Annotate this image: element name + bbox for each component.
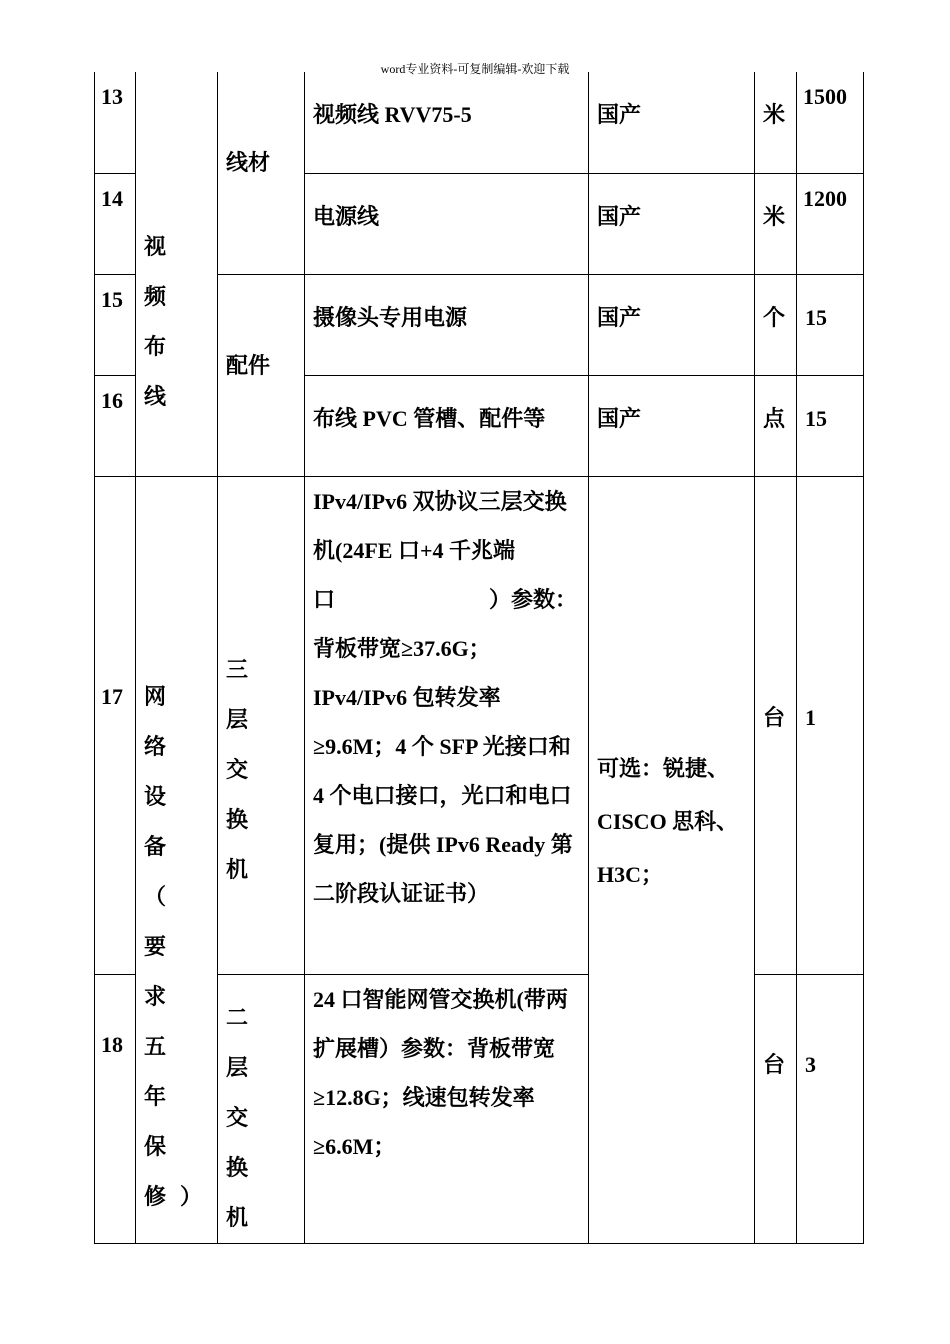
- table-row: [95, 476, 864, 974]
- item-name: 视频线 RVV75-5: [305, 72, 589, 173]
- brand-options: 可选：锐捷、CISCO 思科、H3C；: [589, 476, 755, 1243]
- unit: 台: [755, 974, 797, 1243]
- unit: 个: [755, 274, 797, 375]
- quantity: 1: [797, 476, 864, 974]
- unit: 台: [755, 476, 797, 974]
- unit: 点: [755, 375, 797, 476]
- page-header: word专业资料-可复制编辑-欢迎下载: [380, 62, 570, 76]
- group-label: 网 络 设 备 （ 要 求 五 年 保 修）: [144, 683, 217, 1209]
- row-number: 16: [95, 375, 136, 476]
- subgroup-wire: 线材: [218, 72, 305, 274]
- quantity: 15: [797, 375, 864, 476]
- brand: 国产: [589, 375, 755, 476]
- item-name: 布线 PVC 管槽、配件等: [305, 375, 589, 476]
- subgroup-label: 三 层 交 换 机: [226, 656, 263, 882]
- row-number: 13: [95, 72, 136, 173]
- quantity: 1500: [797, 72, 864, 173]
- subgroup-label: 二 层 交 换 机: [226, 1004, 263, 1230]
- quantity: 3: [797, 974, 864, 1243]
- unit: 米: [755, 173, 797, 274]
- quantity: 15: [797, 274, 864, 375]
- group-label: 视 频 布线: [144, 234, 181, 409]
- item-description: 24 口智能网管交换机(带两扩展槽）参数：背板带宽≥12.8G；线速包转发率≥6.6M；: [305, 974, 589, 1243]
- subgroup-accessory: 配件: [218, 274, 305, 476]
- subgroup-l2-switch: [218, 974, 305, 1243]
- group-network-devices: [136, 476, 218, 1243]
- quantity: 1200: [797, 173, 864, 274]
- table-row: [95, 72, 864, 173]
- row-number: 15: [95, 274, 136, 375]
- group-video-wiring: [136, 72, 218, 476]
- row-number: 14: [95, 173, 136, 274]
- brand: 国产: [589, 274, 755, 375]
- subgroup-l3-switch: [218, 476, 305, 974]
- brand: 国产: [589, 72, 755, 173]
- item-name: 电源线: [305, 173, 589, 274]
- item-description: IPv4/IPv6 双协议三层交换机(24FE 口+4 千兆端口 ）参数：背板带宽≥37.6G；IPv4/IPv6 包转发率≥9.6M；4 个 SFP 光接口和 4 个电口接口，光口和电口复用；(提供 IPv6 Ready 第二阶段认证证书）: [305, 476, 589, 974]
- row-number: 17: [95, 476, 136, 974]
- equipment-table: [94, 72, 864, 1244]
- row-number: 18: [95, 974, 136, 1243]
- unit: 米: [755, 72, 797, 173]
- item-name: 摄像头专用电源: [305, 274, 589, 375]
- brand: 国产: [589, 173, 755, 274]
